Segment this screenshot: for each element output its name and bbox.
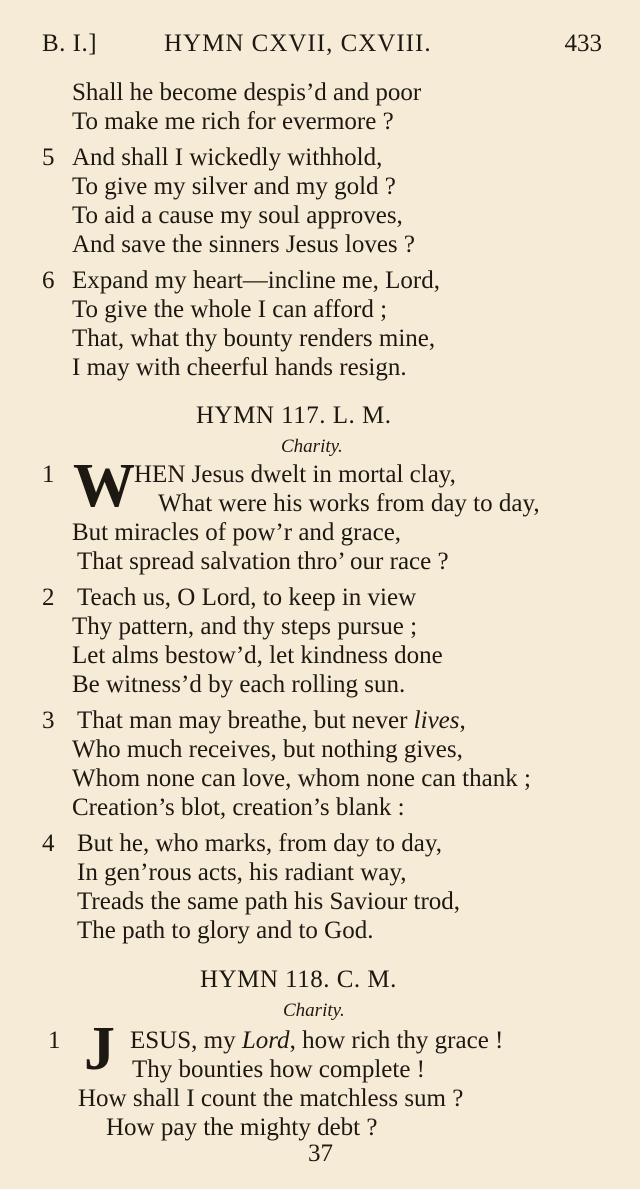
verse-line: Creation’s blot, creation’s blank : — [72, 794, 405, 821]
verse-line: Whom none can love, whom none can thank ; — [72, 765, 531, 792]
running-title: HYMN CXVII, CXVIII. — [164, 30, 432, 57]
emphasis-text: lives — [413, 707, 460, 734]
verse-line: Expand my heart—incline me, Lord, — [72, 267, 440, 294]
verse-line: And shall I wickedly withhold, — [72, 144, 383, 171]
verse-line: But miracles of pow’r and grace, — [72, 519, 402, 546]
verse-text: ESUS, my — [130, 1027, 242, 1054]
verse-number: 1 — [48, 1027, 61, 1054]
hymn-subtitle: Charity. — [281, 436, 343, 457]
drop-cap: W — [73, 452, 135, 520]
verse-line: But he, who marks, from day to day, — [77, 830, 442, 857]
verse-line: What were his works from day to day, — [158, 490, 540, 517]
verse-line: Teach us, O Lord, to keep in view — [77, 584, 417, 611]
hymn-title: HYMN 117. L. M. — [196, 402, 392, 429]
signature-mark: 37 — [308, 1140, 333, 1167]
hymn-subtitle: Charity. — [283, 1000, 345, 1021]
verse-line: How shall I count the matchless sum ? — [78, 1085, 464, 1112]
verse-line: HEN Jesus dwelt in mortal clay, — [134, 461, 456, 488]
verse-line — [130, 1026, 503, 1056]
verse-number: 4 — [42, 830, 55, 857]
verse-line: To make me rich for evermore ? — [72, 108, 394, 135]
verse-line: That, what thy bounty renders mine, — [72, 325, 436, 352]
verse-line: In gen’rous acts, his radiant way, — [77, 859, 407, 886]
verse-line: And save the sinners Jesus loves ? — [72, 231, 415, 258]
verse-line: The path to glory and to God. — [77, 917, 374, 944]
verse-line: Thy bounties how complete ! — [132, 1056, 425, 1083]
page-header — [0, 30, 640, 64]
verse-number: 2 — [42, 584, 55, 611]
verse-line: Thy pattern, and thy steps pursue ; — [72, 613, 418, 640]
verse-line: That spread salvation thro’ our race ? — [77, 548, 449, 575]
verse-text: , how rich thy grace ! — [289, 1027, 504, 1054]
verse-number: 5 — [42, 144, 55, 171]
verse-line: To give my silver and my gold ? — [72, 173, 396, 200]
page-number: 433 — [564, 30, 602, 57]
verse-line: Who much receives, but nothing gives, — [72, 736, 463, 763]
verse-number: 6 — [42, 267, 55, 294]
verse-line: Shall he become despis’d and poor — [72, 79, 422, 106]
verse-line: How pay the mighty debt ? — [106, 1114, 378, 1141]
verse-line: Be witness’d by each rolling sun. — [72, 671, 406, 698]
verse-text: That man may breathe, but never — [77, 707, 414, 734]
verse-line: Let alms bestow’d, let kindness done — [72, 642, 443, 669]
verse-line: To aid a cause my soul approves, — [72, 202, 403, 229]
emphasis-text: Lord — [241, 1027, 290, 1054]
book-section: B. I.] — [42, 30, 98, 57]
verse-line: Treads the same path his Saviour trod, — [77, 888, 461, 915]
hymn-title: HYMN 118. C. M. — [200, 966, 397, 993]
drop-cap: J — [84, 1015, 115, 1083]
verse-number: 1 — [42, 461, 55, 488]
verse-line — [77, 706, 466, 736]
verse-text: , — [459, 707, 466, 734]
verse-number: 3 — [42, 707, 55, 734]
verse-line: I may with cheerful hands resign. — [72, 354, 407, 381]
verse-line: To give the whole I can afford ; — [72, 296, 388, 323]
